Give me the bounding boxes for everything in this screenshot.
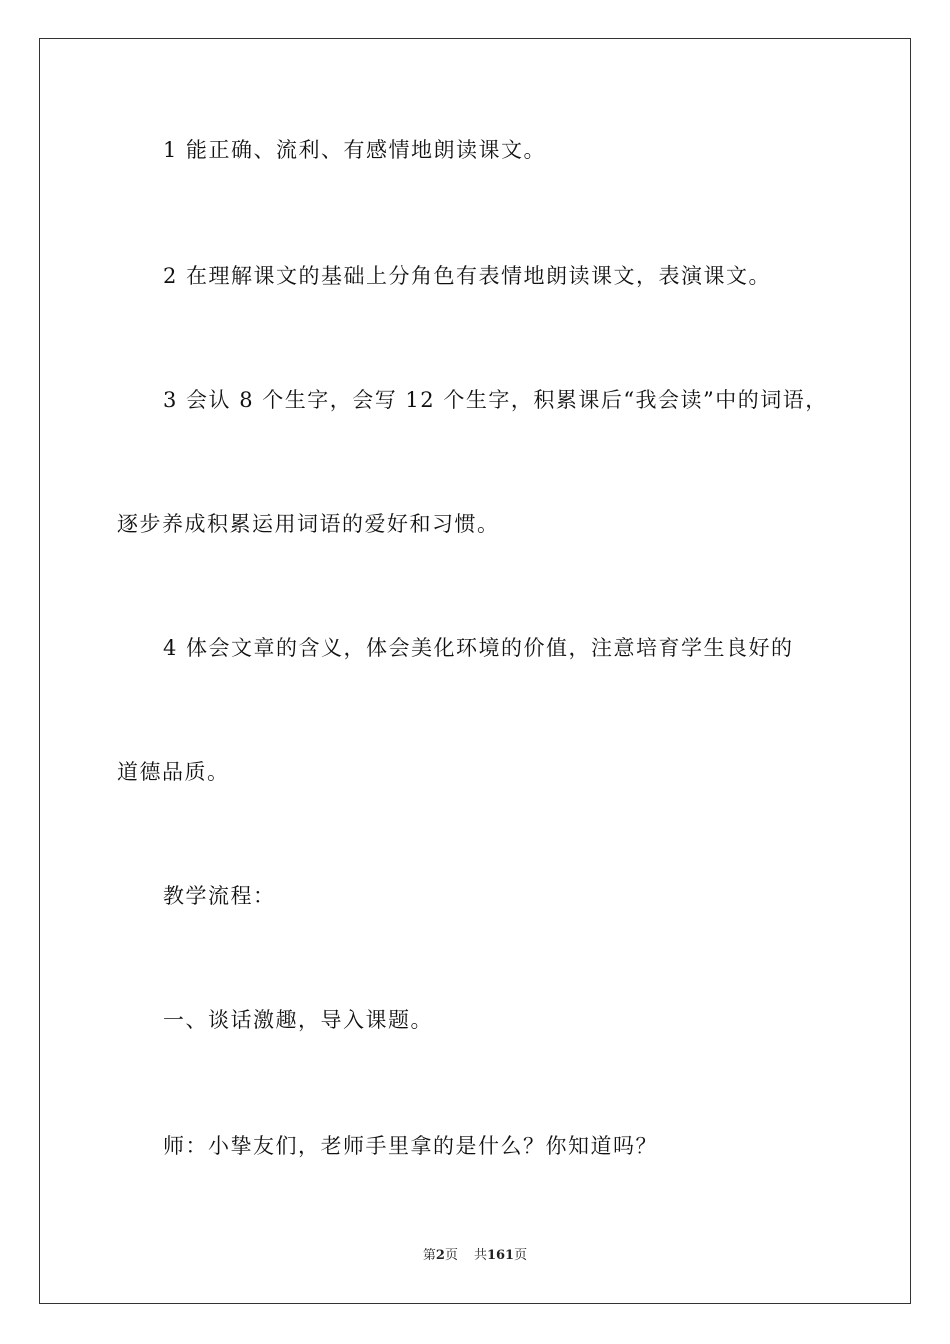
page-prefix: 第: [422, 1248, 436, 1263]
page-suffix: 页: [444, 1248, 458, 1263]
section-heading-teaching-process: 教学流程：: [163, 884, 276, 908]
paragraph-teacher-dialogue: 师：小挚友们，老师手里拿的是什么？你知道吗？: [163, 1134, 658, 1158]
paragraph-objective-3: 3 会认 8 个生字，会写 12 个生字，积累课后“我会读”中的词语，: [163, 388, 828, 412]
paragraph-objective-4: 4 体会文章的含义，体会美化环境的价值，注意培育学生良好的: [163, 636, 794, 660]
total-pages: 161: [486, 1248, 515, 1263]
paragraph-objective-4-continued: 道德品质。: [117, 760, 230, 784]
paragraph-objective-2: 2 在理解课文的基础上分角色有表情地朗读课文，表演课文。: [163, 264, 772, 288]
page-footer: [0, 1247, 950, 1265]
subsection-heading-intro: 一、谈话激趣，导入课题。: [163, 1008, 433, 1032]
total-suffix: 页: [514, 1248, 528, 1263]
page-number: 2: [435, 1248, 445, 1263]
total-prefix: 共: [473, 1248, 487, 1263]
paragraph-objective-1: 1 能正确、流利、有感情地朗读课文。: [163, 138, 547, 162]
paragraph-objective-3-continued: 逐步养成积累运用词语的爱好和习惯。: [117, 512, 500, 536]
page-border: [39, 38, 911, 1304]
